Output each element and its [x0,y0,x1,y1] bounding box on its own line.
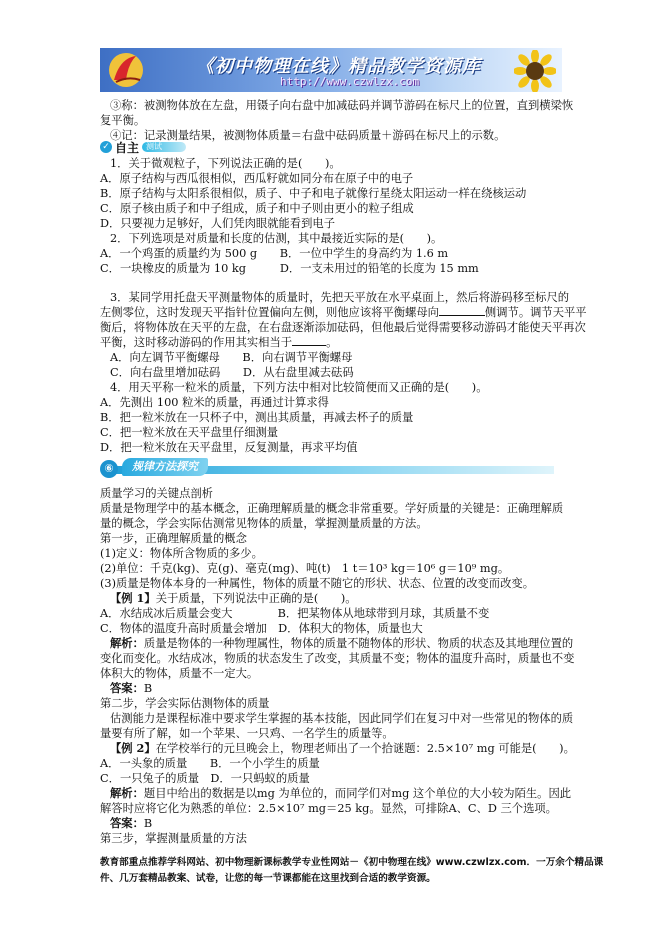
section-label: 自主 [115,141,140,155]
step-weigh-line1: ③称：被测物体放在左盘，用镊子向右盘中加减砝码并调节游码在标尺上的位置，直到横梁恢 [110,99,574,112]
section-pill: 测试 [142,142,186,152]
example-1-analysis-line2: 变化而变化。水结成冰，物质的状态发生了改变，其质量不变；物体的温度升高时，质量也不变 [100,652,575,665]
example-1-analysis-label: 解析： [110,636,144,650]
example-2-answer-value: B [143,817,153,830]
definition-line: (1)定义：物体所含物质的多少。 [100,547,263,560]
question-3-options-cd: C．向右盘里增加砝码 D．从右盘里减去砝码 [110,366,354,379]
example-2-analysis-text1: 题目中给出的数据是以mg 为单位的，而同学们对mg 这个单位的大小较为陌生。因此 [143,787,572,800]
footer-line2: 件、几万套精品教案、试卷，让您的每一节课都能在这里找到合适的教学资源。 [100,873,436,884]
step-record-line: ④记：记录测量结果，被测物体质量＝右盘中砝码质量＋游码在标尺上的示数。 [110,129,506,142]
example-2-label: 【例 2】 [110,741,156,755]
example-2-analysis-label: 解析： [110,786,144,800]
step1-heading: 第一步，正确理解质量的概念 [100,532,247,545]
question-3-line3: 衡后，将物体放在天平的左盘，在右盘逐渐添加砝码，但他最后觉得需要移动游码才能使天平再次 [100,321,586,334]
example-1-analysis-text1: 质量是物体的一种物理属性，物体的质量不随物体的形状、物质的状态及其地理位置的 [143,637,574,650]
example-2-analysis-line1 [100,786,572,801]
body-heading: 质量学习的关键点剖析 [100,487,213,500]
question-3-line2-b: 侧调节。调节天平平 [484,306,587,319]
banner-title: 《初中物理在线》精品教学资源库 [196,56,481,77]
question-3-line2 [100,305,587,320]
step2-paragraph-line1: 估测能力是课程标准中要求学生掌握的基本技能，因此同学们在复习中对一些常见的物体的质 [110,712,574,725]
section-header-method [100,458,554,480]
question-4-option-d: D．把一粒米放在天平盘里，反复测量，再求平均值 [100,441,358,454]
step-weigh-line2: 复平衡。 [100,114,146,127]
property-line: (3)质量是物体本身的一种属性，物体的质量不随它的形状、状态、位置的改变而改变。 [100,577,534,590]
example-2-answer-label: 答案： [110,816,144,830]
example-1-analysis-line3: 体积大的物体，质量不一定大。 [100,667,259,680]
question-4-option-a: A．先测出 100 粒米的质量，再通过计算求得 [100,396,329,409]
question-1-option-c: C．原子核由质子和中子组成，质子和中子则由更小的粒子组成 [100,202,414,215]
step3-heading: 第三步，掌握测量质量的方法 [100,832,247,845]
section-header-self-test [100,140,220,154]
question-1-option-d: D．只要视力足够好，人们凭肉眼就能看到电子 [100,217,335,230]
question-4 [100,380,562,455]
question-3-line1: 3．某同学用托盘天平测量物体的质量时，先把天平放在水平桌面上，然后将游码移至标尺的 [110,291,570,304]
step2-paragraph-line2: 量要有所了解，如一个苹果、一只鸡、一名学生的质量等。 [100,727,394,740]
section-tab: 规律方法探究 [122,458,208,476]
measurement-steps [100,98,574,143]
question-4-stem: 4．用天平称一粒米的质量，下列方法中相对比较简便而又正确的是( )。 [110,381,488,394]
question-2-options-ab: A．一个鸡蛋的质量约为 500 g B．一位中学生的身高约为 1.6 m [100,247,449,260]
body-paragraph-line2: 量的概念，学会实际估测常见物体的质量，掌握测量质量的方法。 [100,517,428,530]
question-2: 2．下列选项是对质量和长度的估测，其中最接近实际的是( )。 [110,232,443,245]
quiz-questions-1-2 [100,156,562,276]
site-banner [100,48,562,92]
example-2-stem [100,741,575,756]
question-3-line4 [100,335,562,350]
check-icon: ✓ [100,141,112,153]
example-2-options-ab: A．一头象的质量 B．一个小学生的质量 [100,757,320,770]
units-line: (2)单位：千克(kg)、克(g)、毫克(mg)、吨(t) 1 t＝10³ kg＝10⁶ g＝10⁹ mg。 [100,562,510,575]
question-3-options-ab: A．向左调节平衡螺母 B．向右调节平衡螺母 [110,351,353,364]
example-1-options-ab: A．水结成冰后质量会变大 B．把某物体从地球带到月球，其质量不变 [100,607,490,620]
body-paragraph-line1: 质量是物理学中的基本概念，正确理解质量的概念非常重要。学好质量的关键是：正确理解质 [100,502,564,515]
example-2-question: 在学校举行的元旦晚会上，物理老师出了一个拾谜题：2.5×10⁷ mg 可能是( )。 [155,742,575,755]
fill-blank-1 [439,305,485,316]
sunflower-icon [514,50,556,92]
example-1-analysis-line1 [100,636,574,651]
example-2-analysis-line2: 解答时应将它化为熟悉的单位：2.5×10⁷ mg＝25 kg。显然，可排除A、C、D 三个选项。 [100,802,557,815]
fill-blank-2 [292,335,326,346]
question-2-options-cd: C．一块橡皮的质量为 10 kg D．一支未用过的铅笔的长度为 15 mm [100,262,479,275]
question-3-line4-a: 平衡，这时移动游码的作用其实相当于 [100,336,293,349]
question-3-line2-a: 左侧零位，这时发现天平指针位置偏向左侧，则他应该将平衡螺母向 [100,306,439,319]
banner-url[interactable]: http://www.czwlzx.com [280,75,420,88]
footer-line1: 教育部重点推荐学科网站、初中物理新课标教学专业性网站－《初中物理在线》www.czwlzx.com．一万余个精品课 [100,857,604,868]
example-1-answer-label: 答案： [110,681,144,695]
question-1-option-b: B．原子结构与太阳系很相似，质子、中子和电子就像行星绕太阳运动一样在绕核运动 [100,187,527,200]
example-1-stem [100,591,562,606]
question-1: 1．关于微观粒子，下列说法正确的是( )。 [110,157,341,170]
question-1-option-a: A．原子结构与西瓜很相似，西瓜籽就如同分布在原子中的电子 [100,172,414,185]
page-footer [100,855,604,887]
example-1-answer [100,681,562,696]
step2-heading: 第二步，学会实际估测物体的质量 [100,697,270,710]
analysis-body [100,486,575,846]
question-3-line4-b: 。 [326,336,338,349]
example-1-question: 关于质量，下列说法中正确的是( )。 [155,592,357,605]
site-logo-icon [106,50,146,90]
example-1-answer-value: B [143,682,153,695]
question-4-option-c: C．把一粒米放在天平盘里仔细测量 [100,426,279,439]
question-4-option-b: B．把一粒米放在一只杯子中，测出其质量，再减去杯子的质量 [100,411,414,424]
section-badge: ⑥ [100,460,118,478]
question-3 [100,290,587,380]
example-1-options-cd: C．物体的温度升高时质量会增加 D．体积大的物体，质量也大 [100,622,423,635]
example-2-options-cd: C．一只兔子的质量 D．一只蚂蚁的质量 [100,772,310,785]
example-1-label: 【例 1】 [110,591,156,605]
example-2-answer [100,816,562,831]
